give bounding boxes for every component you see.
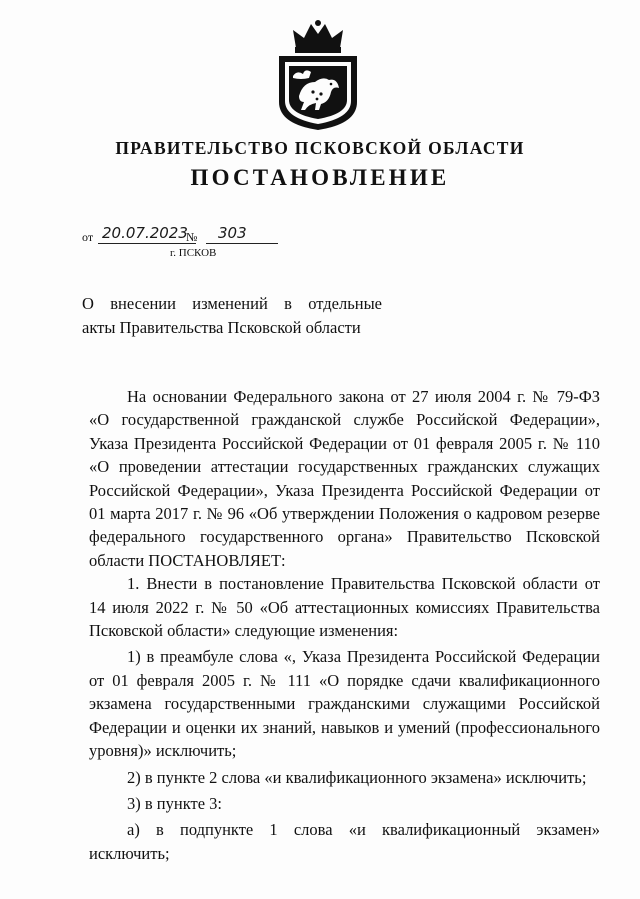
paragraph-subitem-1: 1) в преамбуле слова «, Указа Президента Российской Федерации от 01 февраля 2005 г. № 111 «О порядке сдачи квалификационного экзамена государственными гражданскими служащими Российской Федерации и оценки их знаний, навыков и умений (профессионального уровня)» исключить; [89, 647, 600, 761]
paragraph-item-1: 1. Внести в постановление Правительства Псковской области от 14 июля 2022 г. № 50 «Об аттестационных комиссиях Правительства Псковской области» следующие изменения: [89, 574, 600, 641]
document-subject [82, 292, 382, 339]
paragraph-subitem-2: 2) в пункте 2 слова «и квалификационного экзамена» исключить; [127, 767, 587, 787]
paragraph-subitem-3: 3) в пункте 3: [127, 793, 222, 813]
subject-line-2: акты Правительства Псковской области [82, 317, 361, 337]
date-underline [98, 243, 196, 244]
document-type-title: ПОСТАНОВЛЕНИЕ [190, 165, 450, 190]
subject-line-1: О внесении изменений в отдельные [82, 294, 382, 313]
paragraph-subitem-3a: а) в подпункте 1 слова «и квалификационный экзамен» исключить; [89, 820, 600, 863]
number-underline [206, 243, 278, 244]
number-prefix: № [186, 230, 198, 244]
organization-title: ПРАВИТЕЛЬСТВО ПСКОВСКОЙ ОБЛАСТИ [115, 138, 525, 158]
date-prefix: от [82, 230, 94, 244]
city-label: г. ПСКОВ [170, 247, 217, 259]
number-value: 303 [218, 224, 247, 242]
date-value: 20.07.2023 [102, 224, 188, 242]
paragraph-preamble: На основании Федерального закона от 27 июля 2004 г. № 79-ФЗ «О государственной гражданской службе Российской Федерации», Указа Президента Российской Федерации от 01 февраля 2005 г. № 110 «О проведении аттестации государственных гражданских служащих Российской Федерации», Указа Президента Российской Федерации от 01 марта 2017 г. № 96 «Об утверждении Положения о кадровом резерве федерального государственного органа» Правительство Псковской области ПОСТАНОВЛЯЕТ: [89, 387, 600, 570]
coat-of-arms-icon [271, 18, 365, 132]
document-body [89, 385, 600, 865]
